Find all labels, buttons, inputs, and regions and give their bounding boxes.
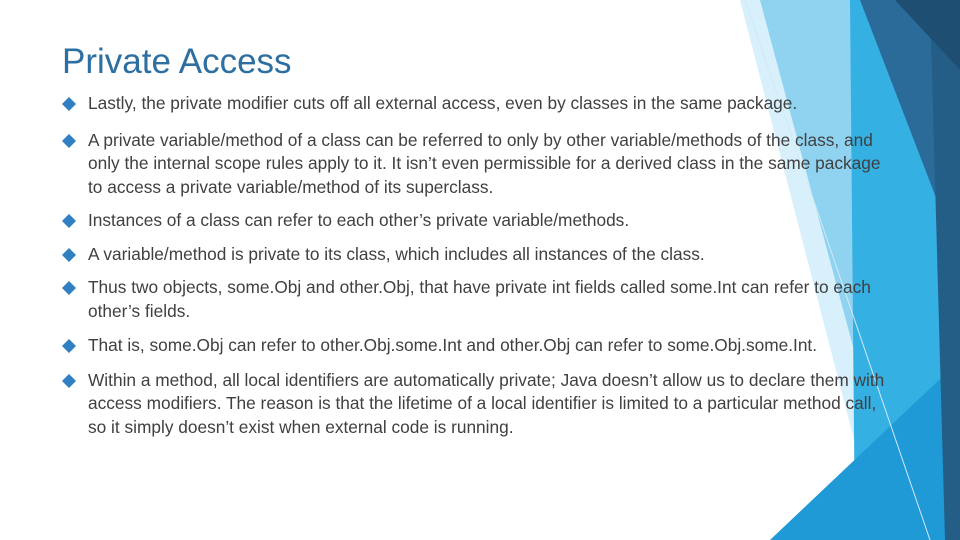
- diamond-bullet-icon: [62, 374, 76, 388]
- diamond-bullet-icon: [62, 214, 76, 228]
- bullet-text: A private variable/method of a class can be referred to only by other variable/methods of the class, and only the internal scope rules apply to it. It isn’t even permissible for a derived class in the same package to access a private variable/method of its superclass.: [88, 129, 881, 197]
- diamond-bullet-icon: [62, 248, 76, 262]
- bullet-text: Thus two objects, some.Obj and other.Obj, that have private int fields called some.Int can refer to each other’s fields.: [88, 277, 871, 321]
- bullet-text: Lastly, the private modifier cuts off all external access, even by classes in the same package.: [88, 93, 798, 113]
- bullet-item: [62, 334, 887, 358]
- bullet-item: [62, 276, 887, 323]
- bullet-item: [62, 243, 887, 267]
- bullet-text: Within a method, all local identifiers are automatically private; Java doesn’t allow us to declare them with access modifiers. The reason is that the lifetime of a local identifier is limited to a particular method call, so it simply doesn’t exist when external code is running.: [88, 369, 885, 437]
- diamond-bullet-icon: [62, 134, 76, 148]
- diamond-bullet-icon: [62, 281, 76, 295]
- bullet-text: Instances of a class can refer to each other’s private variable/methods.: [88, 210, 630, 230]
- bullet-text: A variable/method is private to its class, which includes all instances of the class.: [88, 243, 705, 264]
- bullet-item: [62, 129, 887, 200]
- bullet-item: [62, 92, 887, 116]
- bullet-list: [62, 92, 887, 439]
- bullet-item: [62, 369, 887, 440]
- slide-title: Private Access: [62, 42, 292, 81]
- bullet-text: That is, some.Obj can refer to other.Obj.some.Int and other.Obj can refer to some.Obj.some.Int.: [88, 335, 818, 355]
- bullet-item: [62, 209, 887, 233]
- diamond-bullet-icon: [62, 339, 76, 353]
- diamond-bullet-icon: [62, 97, 76, 111]
